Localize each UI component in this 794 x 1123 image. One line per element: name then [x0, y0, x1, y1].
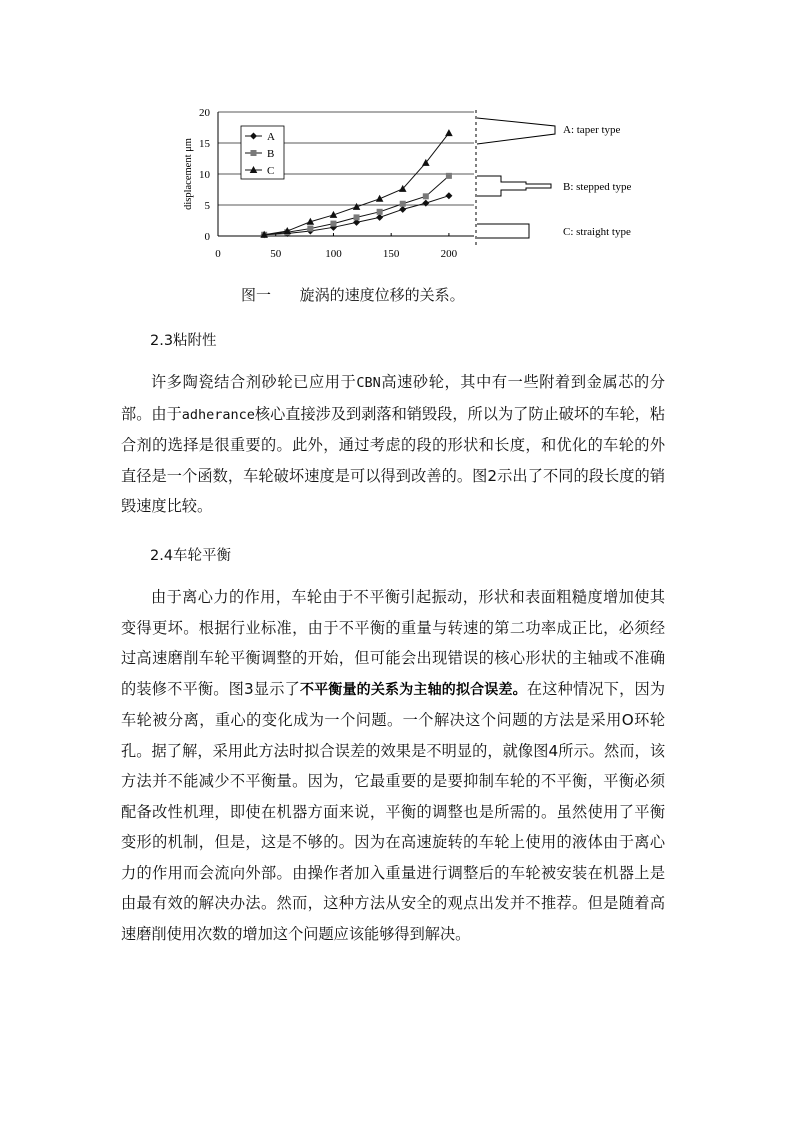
x-tick-label: 100	[325, 248, 342, 260]
paragraph-run: 环轮孔。据了解，采用此方法时拟合误差的效果是不明显的，就像图	[121, 711, 666, 760]
marker-square	[251, 150, 257, 156]
taper-type-shape	[477, 118, 555, 144]
paragraph-run: 3	[243, 679, 254, 698]
marker-square	[377, 209, 383, 215]
y-tick-label: 0	[204, 231, 210, 243]
x-tick-label: 0	[215, 248, 221, 260]
y-tick-label: 10	[199, 169, 210, 181]
paragraph-adhesion	[121, 367, 665, 522]
paragraph-run: 在这种情况下，因为车轮被分离，重心的变化成为一个问题。一个解决这个问题的方法是采用	[121, 679, 666, 729]
paragraph-run: 4	[548, 741, 559, 760]
y-tick-label: 5	[204, 200, 210, 212]
paragraph-run: 许多陶瓷结合剂砂轮已应用于	[151, 373, 357, 391]
x-tick-label: 150	[382, 248, 400, 260]
paragraph-run: CBN	[356, 375, 381, 391]
marker-square	[354, 214, 360, 220]
marker-square	[446, 173, 452, 179]
displacement-chart	[0, 0, 794, 300]
figure	[0, 0, 794, 300]
marker-diamond	[445, 192, 452, 199]
paragraph-run: 2	[487, 466, 498, 485]
straight-type-shape	[477, 224, 529, 238]
type-label: A: taper type	[563, 124, 621, 136]
marker-square	[400, 201, 406, 207]
x-tick-label: 200	[440, 248, 458, 260]
section-heading-wheel-balance: 2.4车轮平衡	[150, 548, 232, 564]
y-tick-label: 20	[199, 107, 210, 119]
type-label: B: stepped type	[563, 181, 632, 193]
legend-label: A	[267, 131, 275, 143]
marker-diamond	[422, 200, 429, 207]
paragraph-run: 核心直接涉及到剥落和销毁段，所以为了防止破坏的车轮，粘合剂的选择是很重要的。此外，通过考虑的段的形状和长度，和优化的车轮的外直径是一个函数，车轮破坏速度是可以得到改善的。图	[121, 404, 666, 485]
paragraph-run: O	[621, 711, 634, 729]
paragraph-run: 显示了	[253, 679, 300, 698]
paragraph-run: adherance	[181, 406, 255, 423]
paragraph-run: 不平衡量的关系为主轴的拟合误差。	[299, 681, 527, 698]
paragraph-run: 所示。然而，该方法并不能减少不平衡量。因为，它最重要的是要抑制车轮的不平衡，平衡必须配备改性机理，即使在机器方面来说，平衡的调整也是所需的。虽然使用了平衡变形的机制，但是，这是不够的。因为在高速旋转的车轮上使用的液体由于离心力的作用而会流向外部。由操作者加入重量进行调整后的车轮被安装在机器上是由最有效的解决办法。然而，这种方法从安全的观点出发并不推荐。但是随着高速磨削使用次数的增加这个问题应该能够得到解决。	[121, 741, 666, 943]
marker-triangle	[376, 195, 384, 202]
paragraph-run: 示出了不同的段长度的销毁速度比较。	[121, 466, 666, 515]
marker-triangle	[445, 129, 453, 136]
x-tick-label: 50	[270, 248, 282, 260]
paragraph-run: 高速砂轮，其中有一些附着到金属芯的分部。由于	[121, 373, 666, 423]
paragraph-wheel-balance	[121, 582, 665, 949]
marker-square	[307, 226, 313, 232]
y-axis-label: displacement μm	[183, 138, 194, 210]
marker-square	[330, 221, 336, 227]
type-label: C: straight type	[563, 226, 631, 238]
marker-square	[423, 193, 429, 199]
paragraph-run: 由于离心力的作用，车轮由于不平衡引起振动，形状和表面粗糙度增加使其变得更坏。根据行业标准，由于不平衡的重量与转速的第二功率成正比，必须经过高速磨削车轮平衡调整的开始，但可能会出现错误的核心形状的主轴或不准确的装修不平衡。图	[121, 588, 665, 698]
legend-label: C	[267, 165, 275, 177]
stepped-type-shape	[477, 176, 551, 196]
section-heading-adhesion: 2.3粘附性	[150, 333, 217, 349]
y-tick-label: 15	[199, 138, 210, 150]
marker-diamond	[399, 206, 406, 213]
figure-caption: 图一 旋涡的速度位移的关系。	[241, 286, 465, 304]
legend-label: B	[267, 148, 275, 160]
marker-diamond	[376, 214, 383, 221]
